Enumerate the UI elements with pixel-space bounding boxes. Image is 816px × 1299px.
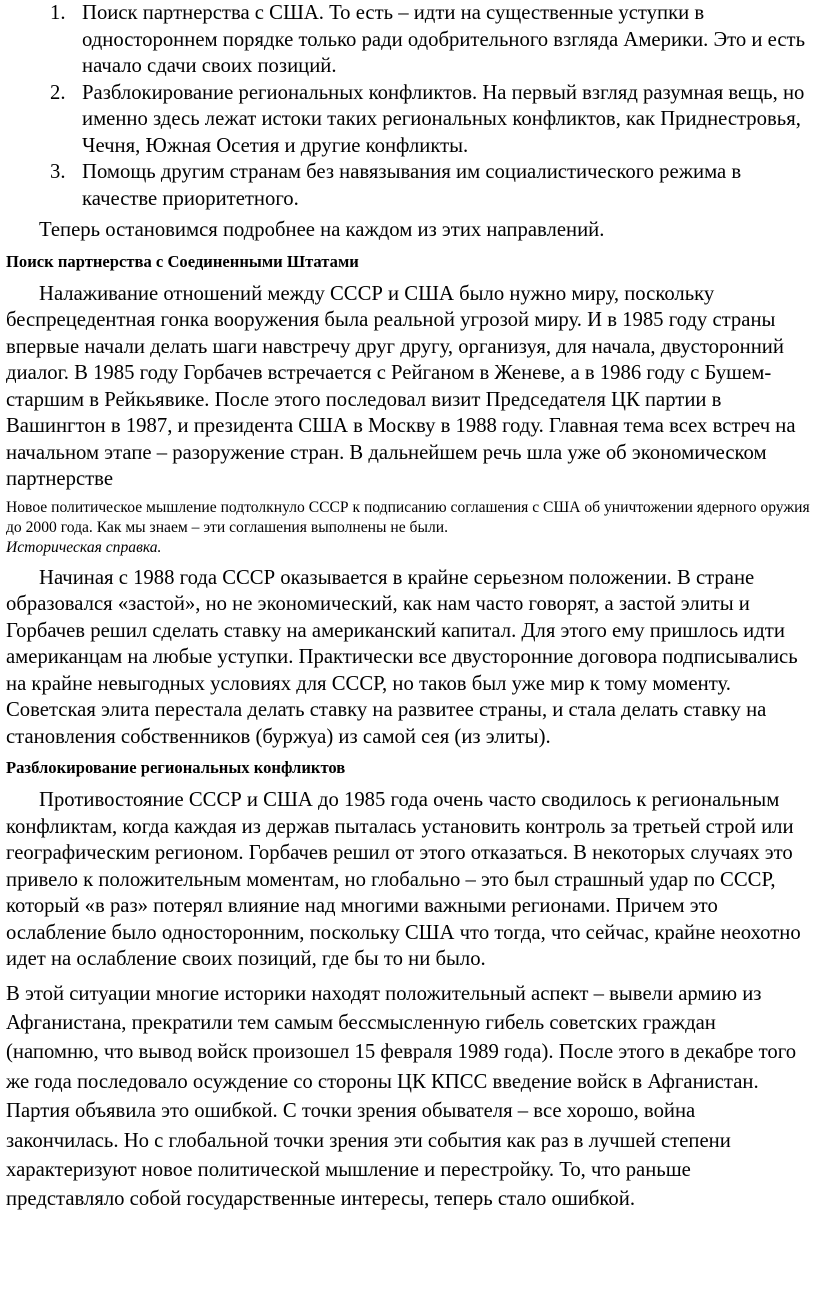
- list-item-number: 1.: [50, 2, 66, 24]
- list-item-number: 3.: [50, 161, 66, 183]
- list-item-text: Помощь другим странам без навязывания им социалистического режима в качестве приоритетного.: [82, 161, 742, 210]
- list-item: [6, 159, 810, 212]
- paragraph: Противостояние СССР и США до 1985 года очень часто сводилось к региональным конфликтам, когда каждая из держав пыталась установить контроль за третьей строй или географическим регионом. Горбачев решил от этого отказаться. В некоторых случаях это привело к положительным моментам, но глобально – это был страшный удар по СССР, который «в раз» потерял влияние над многими важными регионами. Причем это ослабление было односторонним, поскольку США что тогда, что сейчас, крайне неохотно идет на ослабление своих позиций, где бы то ни было.: [6, 789, 801, 970]
- list-item-text: Разблокирование региональных конфликтов. На первый взгляд разумная вещь, но именно здесь лежат истоки таких региональных конфликтов, как Приднестровья, Чечня, Южная Осетия и другие конфликты.: [82, 81, 805, 157]
- historical-note: [6, 498, 810, 558]
- intro-paragraph: Теперь остановимся подробнее на каждом из этих направлений.: [39, 219, 605, 241]
- list-item-text: Поиск партнерства с США. То есть – идти на существенные уступки в одностороннем порядке только ради одобрительного взгляда Америки. Это и есть начало сдачи своих позиций.: [82, 2, 806, 77]
- historical-note-text: Новое политическое мышление подтолкнуло СССР к подписанию соглашения с США об уничтожении ядерного оружия до 2000 года. Как мы знаем – эти соглашения выполнены не были.: [6, 498, 810, 536]
- section-heading-conflicts: Разблокирование региональных конфликтов: [6, 758, 346, 777]
- list-item-number: 2.: [50, 81, 66, 104]
- list-item: [6, 0, 810, 80]
- paragraph: Налаживание отношений между СССР и США было нужно миру, поскольку беспрецедентная гонка вооружения была реальной угрозой миру. И в 1985 году страны впервые начали делать шаги навстречу друг другу, организуя, для начала, двусторонний диалог. В 1985 году Горбачев встречается с Рейганом в Женеве, а в 1986 году с Бушем-старшим в Рейкьявике. После этого последовал визит Председателя ЦК партии в Вашингтон в 1987, и президента США в Москву в 1988 году. Главная тема всех встреч на начальном этапе – разоружение стран. В дальнейшем речь шла уже об экономическом партнерстве: [6, 282, 796, 490]
- historical-note-source: Историческая справка.: [6, 538, 162, 556]
- list-item: [6, 80, 810, 160]
- paragraph: Начиная с 1988 года СССР оказывается в крайне серьезном положении. В стране образовался «застой», но не экономический, как нам часто говорят, а застой элиты и Горбачев решил сделать ставку на американский капитал. Для этого ему пришлось идти американцам на любые уступки. Практически все двусторонние договора подписывались на крайне невыгодных условиях для СССР, но таков был уже мир к тому моменту. Советская элита перестала делать ставку на развитее страны, и стала делать ставку на становления собственников (буржуа) из самой сея (из элиты).: [6, 566, 798, 748]
- paragraph: В этой ситуации многие историки находят положительный аспект – вывели армию из Афганистана, прекратили тем самым бессмысленную гибель советских граждан (напомню, что вывод войск произошел 15 февраля 1989 года). После этого в декабре того же года последовало осуждение со стороны ЦК КПСС введение войск в Афганистан. Партия объявила это ошибкой. С точки зрения обывателя – все хорошо, война закончилась. Но с глобальной точки зрения эти события как раз в лучшей степени характеризуют новое политической мышление и перестройку. То, что раньше представляло собой государственные интересы, теперь стало ошибкой.: [6, 982, 797, 1211]
- numbered-list: [6, 0, 810, 212]
- section-heading-partnership: Поиск партнерства с Соединенными Штатами: [6, 251, 359, 271]
